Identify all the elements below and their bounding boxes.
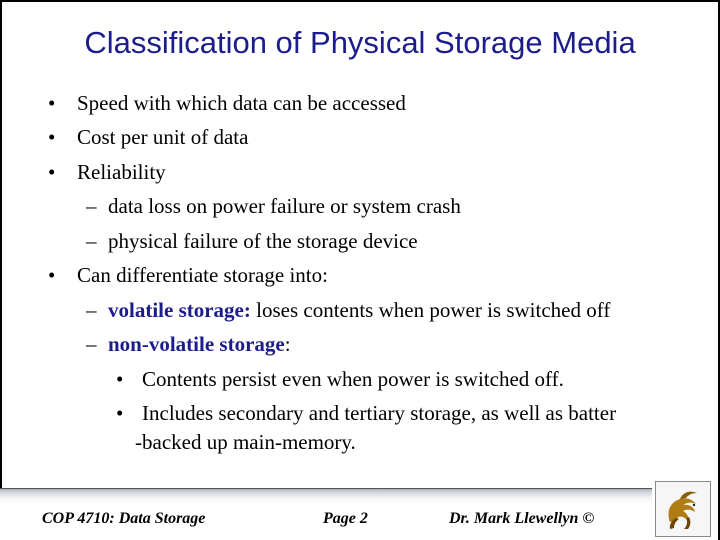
bullet-reliability: Reliability <box>77 160 166 184</box>
footer-author: Dr. Mark Llewellyn © <box>449 510 595 527</box>
bullet-icon: • <box>48 160 56 184</box>
dash-icon: – <box>86 194 97 218</box>
bullet-icon: • <box>116 401 124 425</box>
sub-bullet-volatile <box>108 298 610 322</box>
sub-sub-bullet-includes: Includes secondary and tertiary storage, as well as batter <box>142 401 617 425</box>
sub-bullet-non-volatile <box>108 332 291 356</box>
bullet-icon: • <box>116 367 124 391</box>
footer-course: COP 4710: Data Storage <box>42 510 206 527</box>
term-volatile: volatile storage: <box>108 298 251 322</box>
slide-title: Classification of Physical Storage Media <box>84 25 636 60</box>
footer <box>0 488 720 540</box>
bullet-differentiate: Can differentiate storage into: <box>77 263 328 287</box>
dash-icon: – <box>86 332 97 356</box>
bullet-icon: • <box>48 91 56 115</box>
bullet-cost: Cost per unit of data <box>77 125 249 149</box>
dash-icon: – <box>86 298 97 322</box>
bullet-icon: • <box>48 125 56 149</box>
sub-bullet-data-loss: data loss on power failure or system crash <box>108 194 461 218</box>
pegasus-logo-icon <box>655 481 711 537</box>
sub-sub-bullet-persist: Contents persist even when power is switched off. <box>142 367 564 391</box>
footer-page-number: Page 2 <box>323 510 368 527</box>
dash-icon: – <box>86 229 97 253</box>
bullet-icon: • <box>48 263 56 287</box>
sub-bullet-physical-failure: physical failure of the storage device <box>108 229 418 253</box>
term-non-volatile: non-volatile storage <box>108 332 285 356</box>
non-volatile-colon: : <box>284 332 291 356</box>
volatile-description: loses contents when power is switched off <box>250 298 611 322</box>
sub-sub-bullet-includes-cont: -backed up main-memory. <box>135 430 356 454</box>
bullet-speed: Speed with which data can be accessed <box>77 91 406 115</box>
